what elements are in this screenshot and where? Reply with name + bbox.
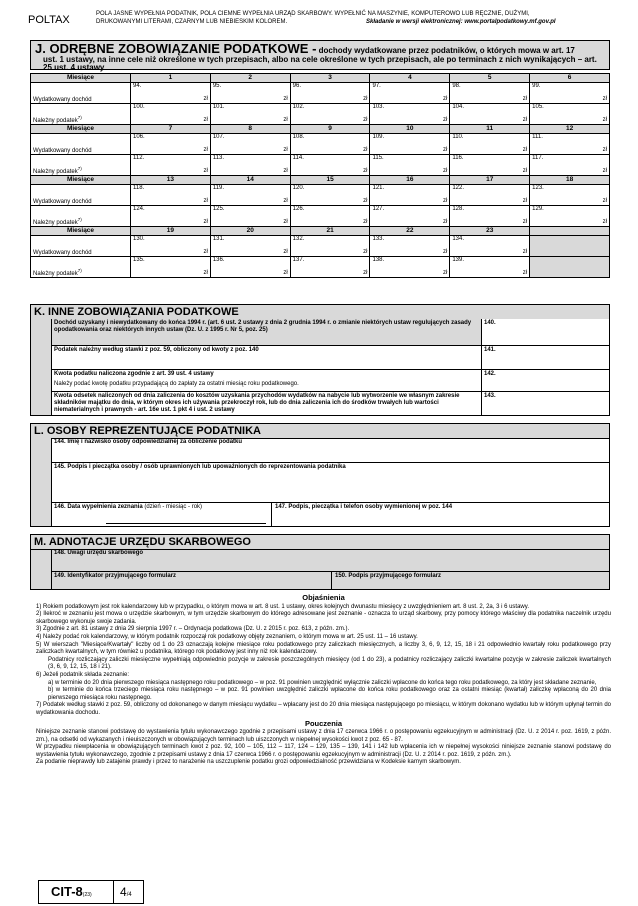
field-143-row[interactable] xyxy=(51,391,609,416)
section-j-title-rest: dochody wydatkowane przez podatników, o których mowa w art. 17 xyxy=(316,46,575,55)
income-row xyxy=(31,236,610,257)
amount-field[interactable] xyxy=(450,206,530,227)
amount-field[interactable] xyxy=(210,257,290,278)
page-number: 4 xyxy=(120,885,127,899)
month-number: 10 xyxy=(370,125,450,134)
month-number xyxy=(530,227,610,236)
footnote-ref: 7) xyxy=(77,268,82,273)
tax-row xyxy=(31,257,610,278)
field-143-label: Kwota odsetek naliczonych od dnia zaliczenia do kosztów uzyskania przychodów wydatków na nabycie lub wytworzenie we własnym zakresie składników majątku do dnia, w którym okres ich używania przekroczył rok, lub do dnia zaliczenia ich do środków trwałych lub wartości niematerialnych i prawnych - art. 16e ust. 1 pkt 4 i ust. 2 ustawy xyxy=(54,393,460,413)
tax-label xyxy=(31,155,131,176)
month-number: 13 xyxy=(131,176,211,185)
explanation-item: Podatnicy rozliczający zaliczki miesięczne wypełniają odpowiednio pozycje w zakresie poszczególnych miesięcy (od 1 do 23), a podatnicy rozliczający zaliczki kwartalne pozycje w zakresie zaliczek kwartalnych (3, 6, 9, 12, 15, 18 i 21). xyxy=(48,656,611,671)
amount-field[interactable] xyxy=(370,236,450,257)
section-j-title: J. ODRĘBNE ZOBOWIĄZANIE PODATKOWE - xyxy=(35,41,317,56)
field-number: 114. xyxy=(292,155,304,161)
month-number: 17 xyxy=(450,176,530,185)
field-number: 123. xyxy=(532,185,544,191)
income-label xyxy=(31,185,131,206)
field-number: 137. xyxy=(292,257,305,263)
month-number: 16 xyxy=(370,176,450,185)
currency-label: zł xyxy=(522,117,528,123)
currency-label: zł xyxy=(283,117,288,123)
field-number: 122. xyxy=(452,185,464,191)
field-146[interactable] xyxy=(51,502,271,527)
explanation-item: 7) Podatek według stawki z poz. 59, obliczony od dokonanego w danym miesiącu wydatku – wpłacany jest do 20 dnia miesiąca następującego po miesiącu, w którym dokonano wydatku lub w którym upłynął termin do wydatkowania dochodu. xyxy=(36,702,611,716)
amount-field[interactable] xyxy=(450,134,530,155)
month-number: 6 xyxy=(530,74,610,83)
currency-label: zł xyxy=(203,270,208,276)
field-144-label: 144. Imię i nazwisko osoby odpowiedzialnej za obliczenie podatku xyxy=(54,439,243,445)
field-number: 111. xyxy=(532,134,543,140)
currency-label: zł xyxy=(602,198,607,204)
month-number: 15 xyxy=(290,176,370,185)
field-148-label: 148. Uwagi urzędu skarbowego xyxy=(54,550,144,556)
field-number: 101. xyxy=(212,104,225,110)
amount-field[interactable] xyxy=(131,257,211,278)
currency-label: zł xyxy=(442,96,448,102)
pouczenia-title: Pouczenia xyxy=(304,718,343,728)
field-number: 97. xyxy=(372,83,381,89)
amount-field[interactable] xyxy=(210,134,290,155)
amount-field[interactable] xyxy=(530,185,610,206)
field-number: 106. xyxy=(133,134,145,140)
currency-label: zł xyxy=(203,198,208,204)
income-label-text: Wydatkowany dochód xyxy=(33,148,92,154)
empty-cell xyxy=(530,257,610,278)
income-label xyxy=(31,83,131,104)
currency-label: zł xyxy=(203,96,208,102)
tax-label-text: Należny podatek xyxy=(33,118,78,124)
field-number: 126. xyxy=(292,206,305,212)
explanation-item: 5) W wierszach "Miesiące/Kwartały" liczby od 1 do 23 oznaczają kolejne miesiące roku podatkowego przy zaliczkach miesięcznych, a liczby 3, 6, 9, 12, 15, 18 i 21 odpowiednio kwartały roku podatkowego przy zaliczkach kwartalnych, w tym również u podatnika, którego rok podatkowy jest inny niż rok kalendarzowy. xyxy=(36,641,611,656)
income-label-text: Wydatkowany dochód xyxy=(33,97,92,103)
explanation-item: 3) Zgodnie z art. 81 ustawy z dnia 29 sierpnia 1997 r. – Ordynacja podatkowa (Dz. U. z 2015 r. poz. 613, z późn. zm.). xyxy=(36,626,350,633)
currency-label: zł xyxy=(203,168,208,174)
pouczenie-2: W przypadku niewpłacenia w obowiązujących terminach kwot z poz. 92, 100 – 105, 112 – 117, 124 – 129, 135 – 139, 141 i 142 lub wpłacenia ich w niepełnej wysokości niniejsze zeznanie stanowi podstawę do wystawienia tytułu wykonawczego, zgodnie z przepisami ustawy z dnia 17 czerwca 1966 r. o postępowaniu egzekucyjnym w administracji (Dz. U. z 2014 r. poz. 1619, z późn. zm.). xyxy=(36,744,611,758)
section-j-subtitle: ust. 1 ustawy, na inne cele niż określone w tych przepisach, albo na cele określone w tych przepisach, ale po terminach z nich wynikających – art. 25 ust. 4 ustawy xyxy=(43,55,597,72)
field-145-label: 145. Podpis i pieczątka osoby / osób uprawnionych lub upoważnionych do reprezentowania podatnika xyxy=(54,464,346,470)
field-142-number[interactable]: 142. xyxy=(481,370,609,392)
field-140-number[interactable]: 140. xyxy=(481,319,609,345)
field-140-row[interactable] xyxy=(51,319,609,345)
field-number: 99. xyxy=(532,83,541,89)
field-number: 116. xyxy=(452,155,464,161)
field-number: 98. xyxy=(452,83,461,89)
amount-field[interactable] xyxy=(370,83,450,104)
field-number: 134. xyxy=(452,236,464,242)
amount-field[interactable] xyxy=(370,185,450,206)
currency-label: zł xyxy=(442,198,448,204)
amount-field[interactable] xyxy=(131,206,211,227)
amount-field[interactable] xyxy=(290,257,370,278)
amount-field[interactable] xyxy=(131,155,211,176)
months-header-row xyxy=(31,74,610,83)
field-number: 102. xyxy=(292,104,305,110)
field-145[interactable] xyxy=(51,462,609,503)
income-row xyxy=(31,83,610,104)
tax-row xyxy=(31,104,610,125)
currency-label: zł xyxy=(442,117,448,123)
income-row xyxy=(31,134,610,155)
currency-label: zł xyxy=(522,168,528,174)
month-number: 21 xyxy=(290,227,370,236)
tax-label xyxy=(31,104,131,125)
currency-label: zł xyxy=(283,219,288,225)
pouczenie-3: Za podanie nieprawdy lub zatajenie prawdy i przez to narażenie na uszczuplenie podatku grozi odpowiedzialność przewidziana w Kodeksie karnym skarbowym. xyxy=(36,759,461,766)
amount-field[interactable] xyxy=(370,155,450,176)
field-number: 115. xyxy=(372,155,384,161)
field-146-hint: (dzień - miesiąc - rok) xyxy=(142,504,203,510)
field-number: 105. xyxy=(532,104,544,110)
amount-field[interactable] xyxy=(530,104,610,125)
field-number: 119. xyxy=(212,185,225,191)
currency-label: zł xyxy=(442,249,448,255)
amount-field[interactable] xyxy=(450,257,530,278)
currency-label: zł xyxy=(363,249,368,255)
field-number: 135. xyxy=(133,257,145,263)
amount-field[interactable] xyxy=(530,155,610,176)
section-k-title: K. INNE ZOBOWIĄZANIA PODATKOWE xyxy=(31,305,609,320)
currency-label: zł xyxy=(522,147,528,153)
income-row xyxy=(31,185,610,206)
month-number: 7 xyxy=(131,125,211,134)
months-label: Miesiące xyxy=(31,74,131,83)
month-number: 8 xyxy=(210,125,290,134)
currency-label: zł xyxy=(522,249,528,255)
field-142-label: Kwota podatku naliczona zgodnie z art. 39 ust. 4 ustawy xyxy=(54,371,214,377)
header-note-line2: DRUKOWANYMI LITERAMI, CZARNYM LUB NIEBIESKIM KOLOREM. xyxy=(96,19,288,25)
field-number: 94. xyxy=(133,83,142,89)
date-input-line[interactable] xyxy=(106,520,266,524)
field-number: 117. xyxy=(532,155,544,161)
month-number: 1 xyxy=(131,74,211,83)
section-k xyxy=(30,304,610,416)
month-number: 4 xyxy=(370,74,450,83)
currency-label: zł xyxy=(602,219,607,225)
section-l-margin xyxy=(31,438,52,526)
income-label-text: Wydatkowany dochód xyxy=(33,250,92,256)
explanation-item: 2) Ilekroć w zeznaniu jest mowa o urzędzie skarbowym, w tym urzędzie skarbowym do którego adresowane jest zeznanie - oznacza to urząd skarbowy, przy pomocy którego właściwy dla podatnika naczelnik urzędu skarbowego wykonuje swoje zadania. xyxy=(36,611,611,625)
page-number-box xyxy=(113,881,132,903)
field-number: 104. xyxy=(452,104,464,110)
month-number: 11 xyxy=(450,125,530,134)
tax-label xyxy=(31,257,131,278)
currency-label: zł xyxy=(363,147,368,153)
currency-label: zł xyxy=(283,270,288,276)
months-label: Miesiące xyxy=(31,176,131,185)
month-number: 19 xyxy=(131,227,211,236)
currency-label: zł xyxy=(363,168,368,174)
field-number: 120. xyxy=(292,185,305,191)
month-number: 14 xyxy=(210,176,290,185)
field-number: 130. xyxy=(133,236,145,242)
income-label xyxy=(31,236,131,257)
amount-field[interactable] xyxy=(131,134,211,155)
field-147[interactable] xyxy=(271,502,609,527)
amount-field[interactable] xyxy=(210,185,290,206)
tax-row xyxy=(31,206,610,227)
month-number: 20 xyxy=(210,227,290,236)
month-number: 2 xyxy=(210,74,290,83)
currency-label: zł xyxy=(522,96,528,102)
currency-label: zł xyxy=(442,147,448,153)
field-number: 103. xyxy=(372,104,385,110)
pouczenie-1: Niniejsze zeznanie stanowi podstawę do wystawienia tytułu wykonawczego zgodnie z przepisami ustawy z dnia 17 czerwca 1966 r. o postępowaniu egzekucyjnym w administracji (Dz. U. z 2014 r. poz. 1619, z późn. zm.), na odsetki od wykazanych i nieuiszczonych w obowiązujących terminach lub uiszczonych w niepełnej wysokości kwot z poz. 65 - 87. xyxy=(36,729,611,743)
amount-field[interactable] xyxy=(131,236,211,257)
amount-field[interactable] xyxy=(131,83,211,104)
field-number: 110. xyxy=(452,134,464,140)
field-number: 128. xyxy=(452,206,464,212)
amount-field[interactable] xyxy=(290,155,370,176)
amount-field[interactable] xyxy=(290,134,370,155)
currency-label: zł xyxy=(442,270,448,276)
field-number: 124. xyxy=(133,206,145,212)
field-148 xyxy=(51,549,609,571)
month-number: 22 xyxy=(370,227,450,236)
field-number: 118. xyxy=(133,185,145,191)
explanations-title: Objaśnienia xyxy=(302,593,345,602)
field-147-label: 147. Podpis, pieczątka i telefon osoby wymienionej w poz. 144 xyxy=(275,504,453,510)
field-149-label: 149. Identyfikator przyjmującego formularz xyxy=(54,573,177,579)
field-number: 139. xyxy=(452,257,464,263)
month-number: 9 xyxy=(290,125,370,134)
amount-field[interactable] xyxy=(210,236,290,257)
header-note-line1: POLA JASNE WYPEŁNIA PODATNIK, POLA CIEMNE WYPEŁNIA URZĄD SKARBOWY. WYPEŁNIĆ NA MASZYNIE, KOMPUTEROWO LUB RĘCZNIE, DUŻYMI, xyxy=(96,11,530,17)
field-number: 133. xyxy=(372,236,385,242)
amount-field[interactable] xyxy=(370,206,450,227)
tax-label-text: Należny podatek xyxy=(33,271,78,277)
field-141-label: Podatek należny według stawki z poz. 59, obliczony od kwoty z poz. 140 xyxy=(54,347,259,353)
amount-field[interactable] xyxy=(530,134,610,155)
tax-row xyxy=(31,155,610,176)
poltax-label: POLTAX xyxy=(28,14,70,26)
amount-field[interactable] xyxy=(290,236,370,257)
form-id-box xyxy=(38,880,144,904)
field-number: 138. xyxy=(372,257,385,263)
footnote-ref: 7) xyxy=(77,115,82,120)
currency-label: zł xyxy=(203,117,208,123)
section-j-header xyxy=(30,40,610,70)
amount-field[interactable] xyxy=(370,257,450,278)
field-142-note: Należy podać kwotę podatku przypadającą do zapłaty za ostatni miesiąc roku podatkowego. xyxy=(54,381,299,387)
field-141-row[interactable] xyxy=(51,345,609,370)
explanation-item: 4) Należy podać rok kalendarzowy, w którym podatnik rozpoczął rok podatkowy objęty zeznaniem, o którym mowa w art. 25 ust. 11 – 16 ustawy. xyxy=(36,633,418,640)
field-number: 109. xyxy=(372,134,385,140)
field-150-label: 150. Podpis przyjmującego formularz xyxy=(335,573,442,579)
income-label-text: Wydatkowany dochód xyxy=(33,199,92,205)
electronic-note: Składanie w wersji elektronicznej: www.portalpodatkowy.mf.gov.pl xyxy=(366,19,556,25)
field-143-number[interactable]: 143. xyxy=(481,392,609,416)
months-header-row xyxy=(31,227,610,236)
section-k-margin xyxy=(31,319,52,415)
page-total: /4 xyxy=(126,892,132,898)
currency-label: zł xyxy=(522,219,528,225)
income-label xyxy=(31,134,131,155)
field-140-label: Dochód uzyskany i niewydatkowany do końca 1994 r. (art. 6 ust. 2 ustawy z dnia 2 grudnia 1994 r. o zmianie niektórych ustaw regulujących zasady opodatkowania oraz niektórych innych ustaw (Dz. U. z 1995 r. Nr 5, poz. 25) xyxy=(54,320,472,333)
field-number: 129. xyxy=(532,206,544,212)
section-m xyxy=(30,534,610,590)
currency-label: zł xyxy=(363,270,368,276)
months-label: Miesiące xyxy=(31,227,131,236)
currency-label: zł xyxy=(203,249,208,255)
amount-field[interactable] xyxy=(370,134,450,155)
field-146-label: 146. Data wypełnienia zeznania xyxy=(54,504,143,510)
field-149 xyxy=(51,571,331,590)
amount-field[interactable] xyxy=(450,236,530,257)
tax-label-text: Należny podatek xyxy=(33,169,78,175)
field-number: 131. xyxy=(212,236,225,242)
section-l xyxy=(30,423,610,527)
explanations-list xyxy=(36,604,611,718)
months-label: Miesiące xyxy=(31,125,131,134)
field-144[interactable] xyxy=(51,438,609,462)
months-header-row xyxy=(31,176,610,185)
currency-label: zł xyxy=(283,96,288,102)
currency-label: zł xyxy=(283,198,288,204)
amount-field[interactable] xyxy=(210,206,290,227)
amount-field[interactable] xyxy=(210,104,290,125)
currency-label: zł xyxy=(363,219,368,225)
currency-label: zł xyxy=(363,117,368,123)
field-number: 108. xyxy=(292,134,305,140)
months-header-row xyxy=(31,125,610,134)
footnote-ref: 7) xyxy=(77,166,82,171)
currency-label: zł xyxy=(602,96,607,102)
explanations xyxy=(36,594,611,767)
amount-field[interactable] xyxy=(131,185,211,206)
currency-label: zł xyxy=(442,168,448,174)
field-141-number[interactable]: 141. xyxy=(481,346,609,370)
currency-label: zł xyxy=(522,198,528,204)
currency-label: zł xyxy=(283,249,288,255)
field-number: 100. xyxy=(133,104,145,110)
form-version: (23) xyxy=(82,892,92,898)
empty-cell xyxy=(530,236,610,257)
month-number: 18 xyxy=(530,176,610,185)
currency-label: zł xyxy=(442,219,448,225)
explanation-item: a) w terminie do 20 dnia pierwszego miesiąca następnego roku podatkowego – w poz. 91 powinien uwzględnić wyłącznie zaliczki wpłacone do końca tego roku podatkowego, za który jest składane zeznanie, xyxy=(48,679,597,686)
footnote-ref: 7) xyxy=(77,217,82,222)
field-150 xyxy=(331,571,609,590)
field-number: 121. xyxy=(372,185,385,191)
currency-label: zł xyxy=(602,168,607,174)
currency-label: zł xyxy=(203,147,208,153)
currency-label: zł xyxy=(602,147,607,153)
currency-label: zł xyxy=(363,96,368,102)
field-number: 127. xyxy=(372,206,385,212)
currency-label: zł xyxy=(602,117,607,123)
header-instructions xyxy=(96,10,596,26)
currency-label: zł xyxy=(203,219,208,225)
field-number: 132. xyxy=(292,236,305,242)
amount-field[interactable] xyxy=(450,155,530,176)
field-142-row[interactable] xyxy=(51,369,609,392)
month-number: 23 xyxy=(450,227,530,236)
amount-field[interactable] xyxy=(290,206,370,227)
month-number: 3 xyxy=(290,74,370,83)
form-code: CIT-8 xyxy=(51,884,83,899)
section-j-grid xyxy=(30,73,610,278)
currency-label: zł xyxy=(522,270,528,276)
field-number: 96. xyxy=(292,83,301,89)
amount-field[interactable] xyxy=(450,185,530,206)
amount-field[interactable] xyxy=(210,155,290,176)
amount-field[interactable] xyxy=(530,83,610,104)
explanation-item: b) w terminie do końca trzeciego miesiąca roku następnego – w poz. 91 powinien uwzględnić zaliczki wpłacone do końca roku podatkowego oraz za ostatni miesiąc (kwartał) zaliczkę wpłaconą do 20 dnia pierwszego miesiąca roku następnego. xyxy=(48,687,611,701)
tax-label xyxy=(31,206,131,227)
field-number: 95. xyxy=(212,83,222,89)
field-number: 113. xyxy=(212,155,225,161)
explanation-item: 1) Rokiem podatkowym jest rok kalendarzowy lub w przypadku, o którym mowa w art. 8 ust. 1 ustawy, okres kolejnych dwunastu miesięcy z uwzględnieniem art. 8 ust. 2, 2a, 3 i 6 ustawy. xyxy=(36,603,529,610)
month-number: 12 xyxy=(530,125,610,134)
section-l-title: L. OSOBY REPREZENTUJĄCE PODATNIKA xyxy=(31,424,609,439)
amount-field[interactable] xyxy=(290,104,370,125)
amount-field[interactable] xyxy=(290,185,370,206)
section-m-title: M. ADNOTACJE URZĘDU SKARBOWEGO xyxy=(31,535,609,550)
amount-field[interactable] xyxy=(370,104,450,125)
amount-field[interactable] xyxy=(450,104,530,125)
amount-field[interactable] xyxy=(450,83,530,104)
tax-label-text: Należny podatek xyxy=(33,220,78,226)
explanation-item: 6) Jeżeli podatnik składa zeznanie: xyxy=(36,671,130,678)
amount-field[interactable] xyxy=(210,83,290,104)
field-number: 112. xyxy=(133,155,145,161)
currency-label: zł xyxy=(363,198,368,204)
section-m-margin-line xyxy=(51,549,52,589)
field-number: 125. xyxy=(212,206,225,212)
amount-field[interactable] xyxy=(290,83,370,104)
amount-field[interactable] xyxy=(530,206,610,227)
amount-field[interactable] xyxy=(131,104,211,125)
currency-label: zł xyxy=(283,168,288,174)
month-number: 5 xyxy=(450,74,530,83)
field-number: 136. xyxy=(212,257,225,263)
currency-label: zł xyxy=(283,147,288,153)
field-number: 107. xyxy=(212,134,225,140)
